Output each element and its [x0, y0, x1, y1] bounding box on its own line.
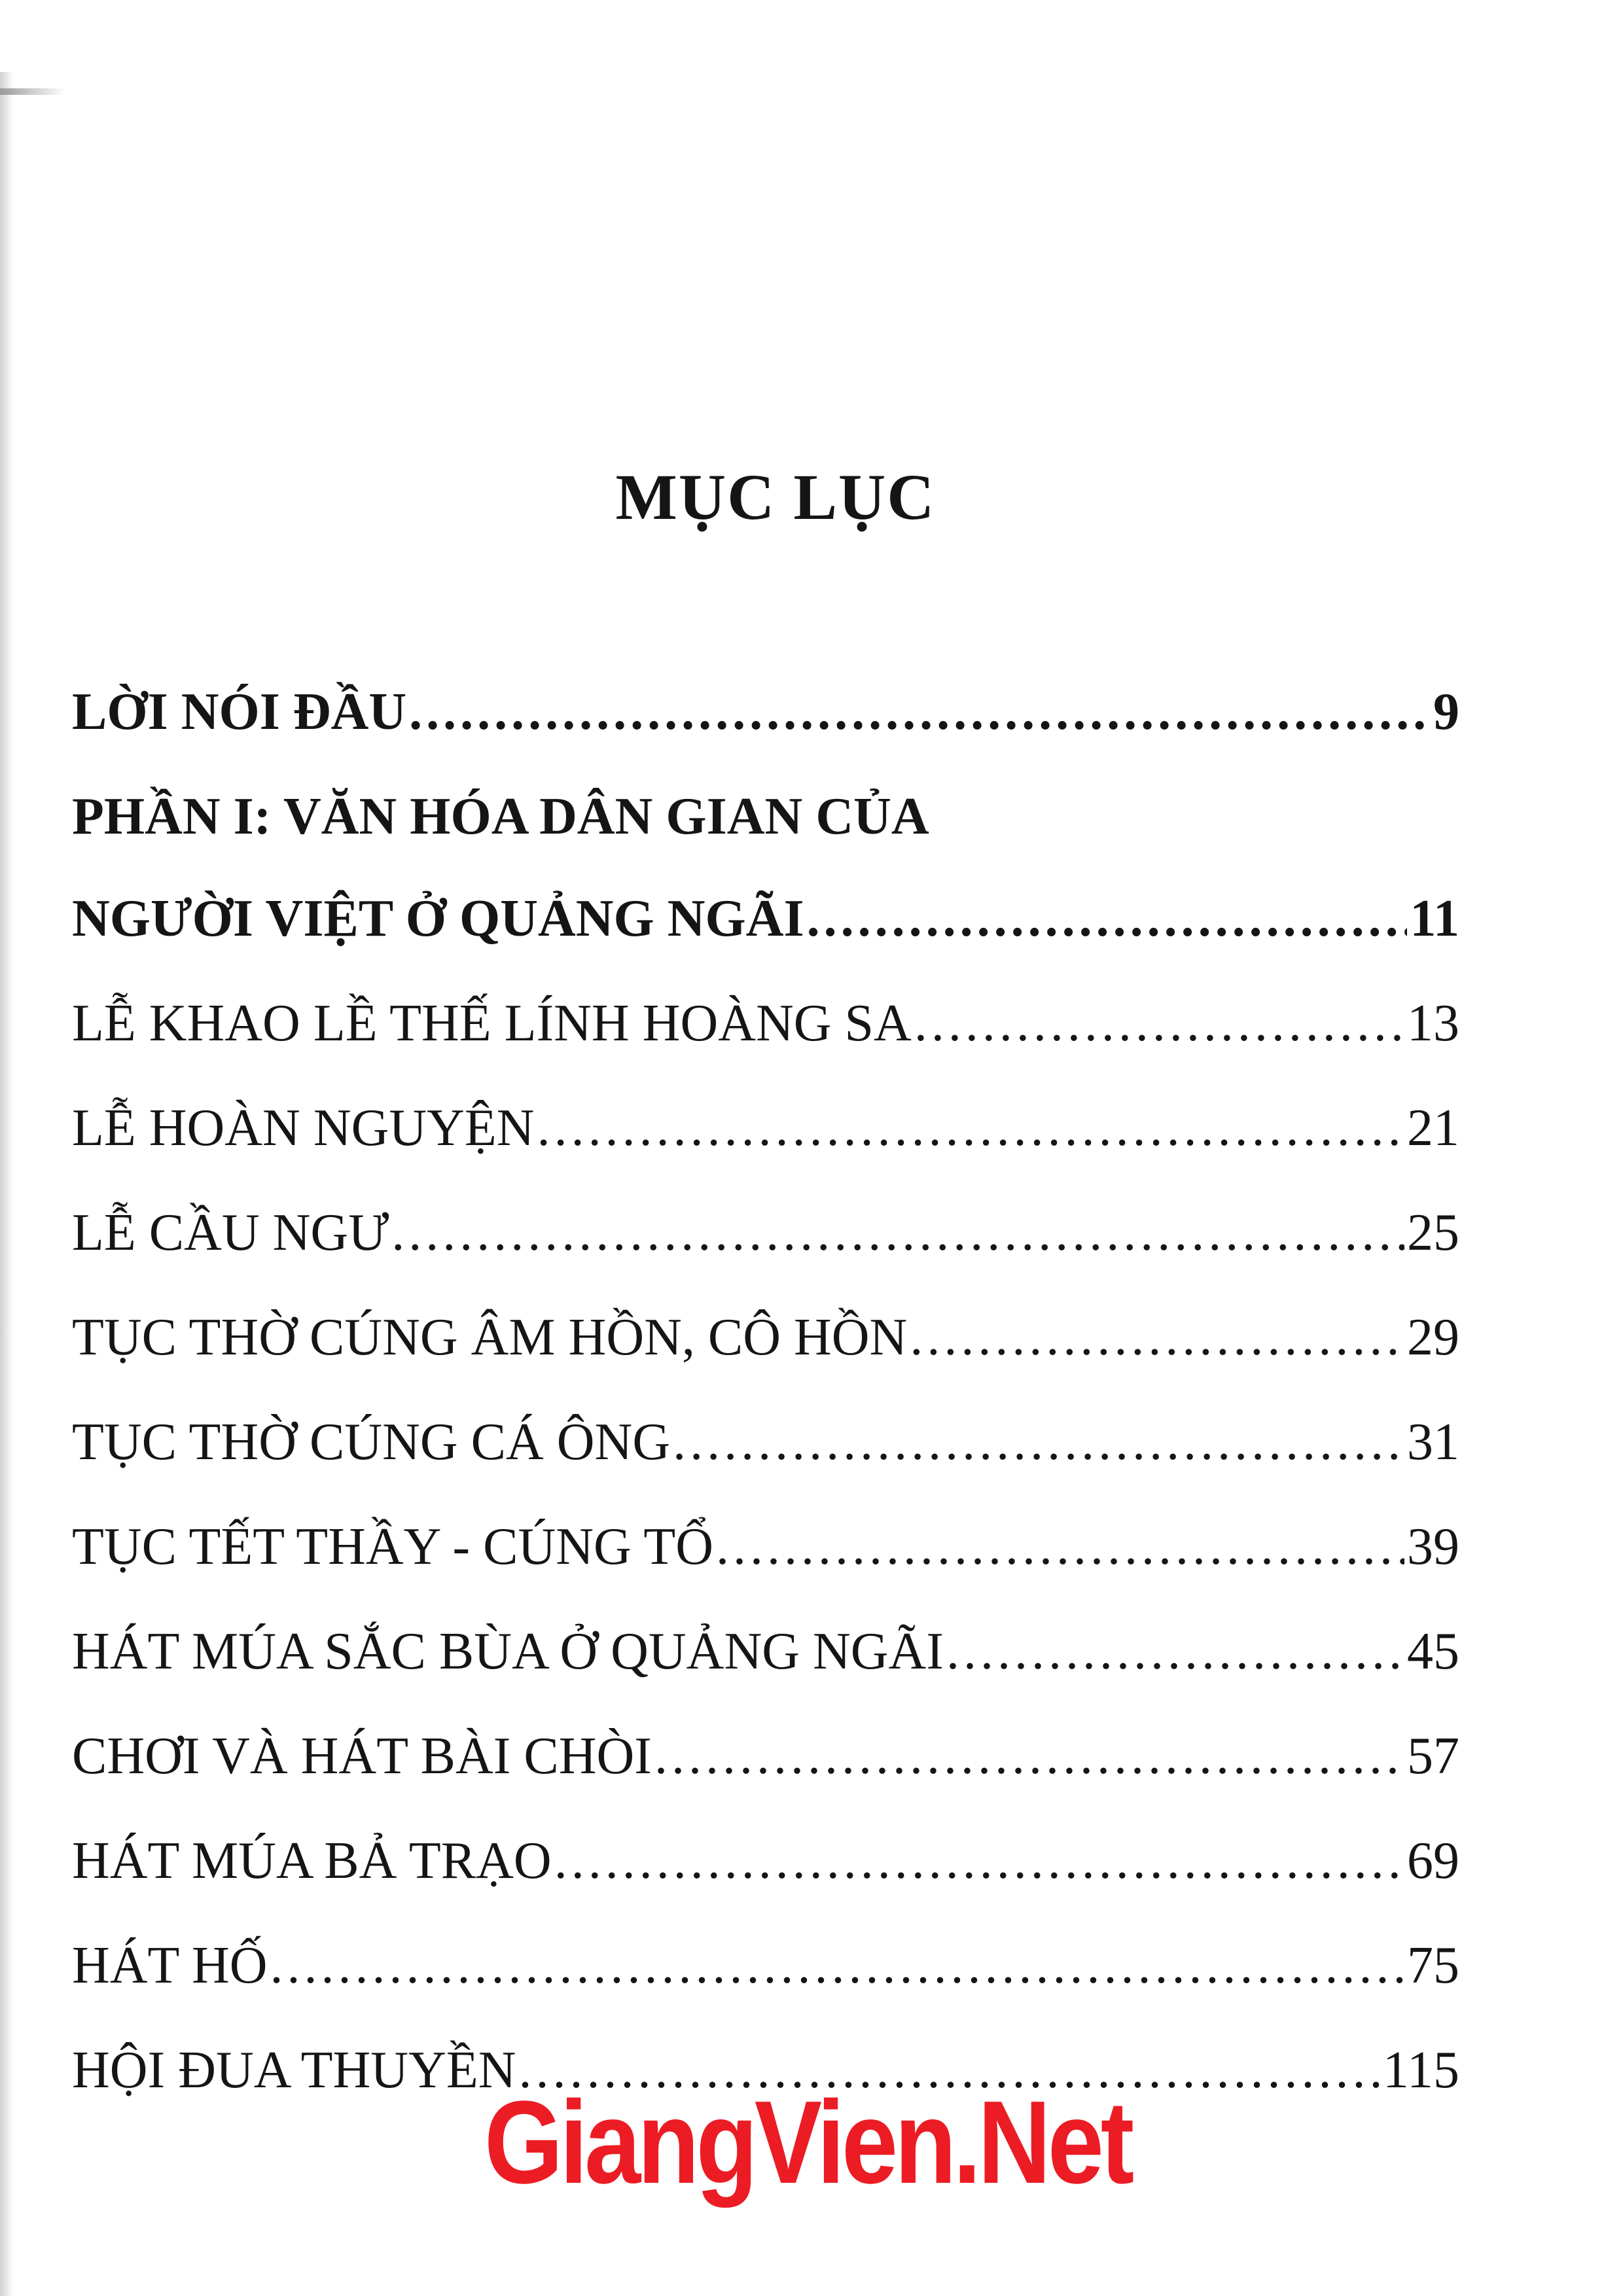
toc-entry[interactable] [72, 1515, 1459, 1578]
dot-leader [537, 1097, 1404, 1159]
toc-entry-label: HÁT HỐ [72, 1937, 268, 1994]
toc-entry-loi-noi-dau[interactable] [72, 680, 1459, 743]
toc-entry-page: 45 [1407, 1623, 1459, 1680]
toc-entry-page: 21 [1407, 1099, 1459, 1157]
toc-entry-page: 13 [1407, 995, 1459, 1052]
toc-entry[interactable] [72, 1620, 1459, 1683]
toc-entry[interactable] [72, 992, 1459, 1055]
toc-entry-page: 31 [1407, 1413, 1459, 1471]
toc-entry-label: HÁT MÚA BẢ TRẠO [72, 1832, 552, 1890]
page-edge-shadow [0, 72, 14, 2296]
toc-entry-label: TỤC TẾT THẦY - CÚNG TỔ [72, 1518, 713, 1576]
dot-leader [807, 887, 1408, 950]
dot-leader [673, 1411, 1404, 1474]
dot-leader [914, 992, 1404, 1055]
dot-leader [716, 1515, 1404, 1578]
toc-entry-label: HỘI ĐUA THUYỀN [72, 2041, 516, 2099]
dot-leader [554, 1829, 1404, 1892]
dot-leader [910, 1306, 1404, 1369]
toc-entry-phan-1[interactable] [72, 887, 1459, 950]
toc-entry-label: LỄ HOÀN NGUYỆN [72, 1099, 535, 1157]
toc-entry-label: CHƠI VÀ HÁT BÀI CHÒI [72, 1727, 652, 1785]
dot-leader [270, 1934, 1404, 1997]
page-edge-mark [0, 88, 65, 95]
dot-leader [654, 1725, 1404, 1788]
toc-part-heading: PHẦN I: VĂN HÓA DÂN GIAN CỦA [72, 788, 929, 845]
toc-entry-page: 39 [1407, 1518, 1459, 1576]
table-of-contents [72, 680, 1459, 2144]
dot-leader [391, 1201, 1404, 1264]
toc-entry-label: TỤC THỜ CÚNG CÁ ÔNG [72, 1413, 671, 1471]
toc-entry[interactable] [72, 1306, 1459, 1369]
page-title: MỤC LỤC [615, 461, 936, 533]
toc-entry[interactable] [72, 1097, 1459, 1159]
toc-entry-label: HÁT MÚA SẮC BÙA Ở QUẢNG NGÃI [72, 1623, 944, 1680]
toc-entry-page: 25 [1407, 1204, 1459, 1262]
toc-entry-label: LỄ CẦU NGƯ [72, 1204, 389, 1262]
toc-entry[interactable] [72, 1829, 1459, 1892]
dot-leader [946, 1620, 1404, 1683]
toc-entry[interactable] [72, 1725, 1459, 1788]
toc-entry-label: LỜI NÓI ĐẦU [72, 683, 407, 741]
toc-entry[interactable] [72, 1411, 1459, 1474]
toc-entry-page: 115 [1382, 2041, 1459, 2099]
toc-entry-label: LỄ KHAO LỀ THẾ LÍNH HOÀNG SA [72, 995, 912, 1052]
toc-entry-label: TỤC THỜ CÚNG ÂM HỒN, CÔ HỒN [72, 1309, 908, 1366]
toc-entry-page: 57 [1407, 1727, 1459, 1785]
toc-entry-page: 29 [1407, 1309, 1459, 1366]
toc-entry[interactable] [72, 1934, 1459, 1997]
toc-entry-page: 69 [1407, 1832, 1459, 1890]
toc-entry-page: 9 [1433, 683, 1459, 741]
dot-leader [409, 680, 1431, 743]
toc-entry-page: 11 [1410, 890, 1459, 947]
toc-entry-page: 75 [1407, 1937, 1459, 1994]
toc-entry[interactable] [72, 1201, 1459, 1264]
toc-entry-label: NGƯỜI VIỆT Ở QUẢNG NGÃI [72, 890, 804, 947]
watermark-logo: GiangVien.Net [484, 2077, 1132, 2208]
